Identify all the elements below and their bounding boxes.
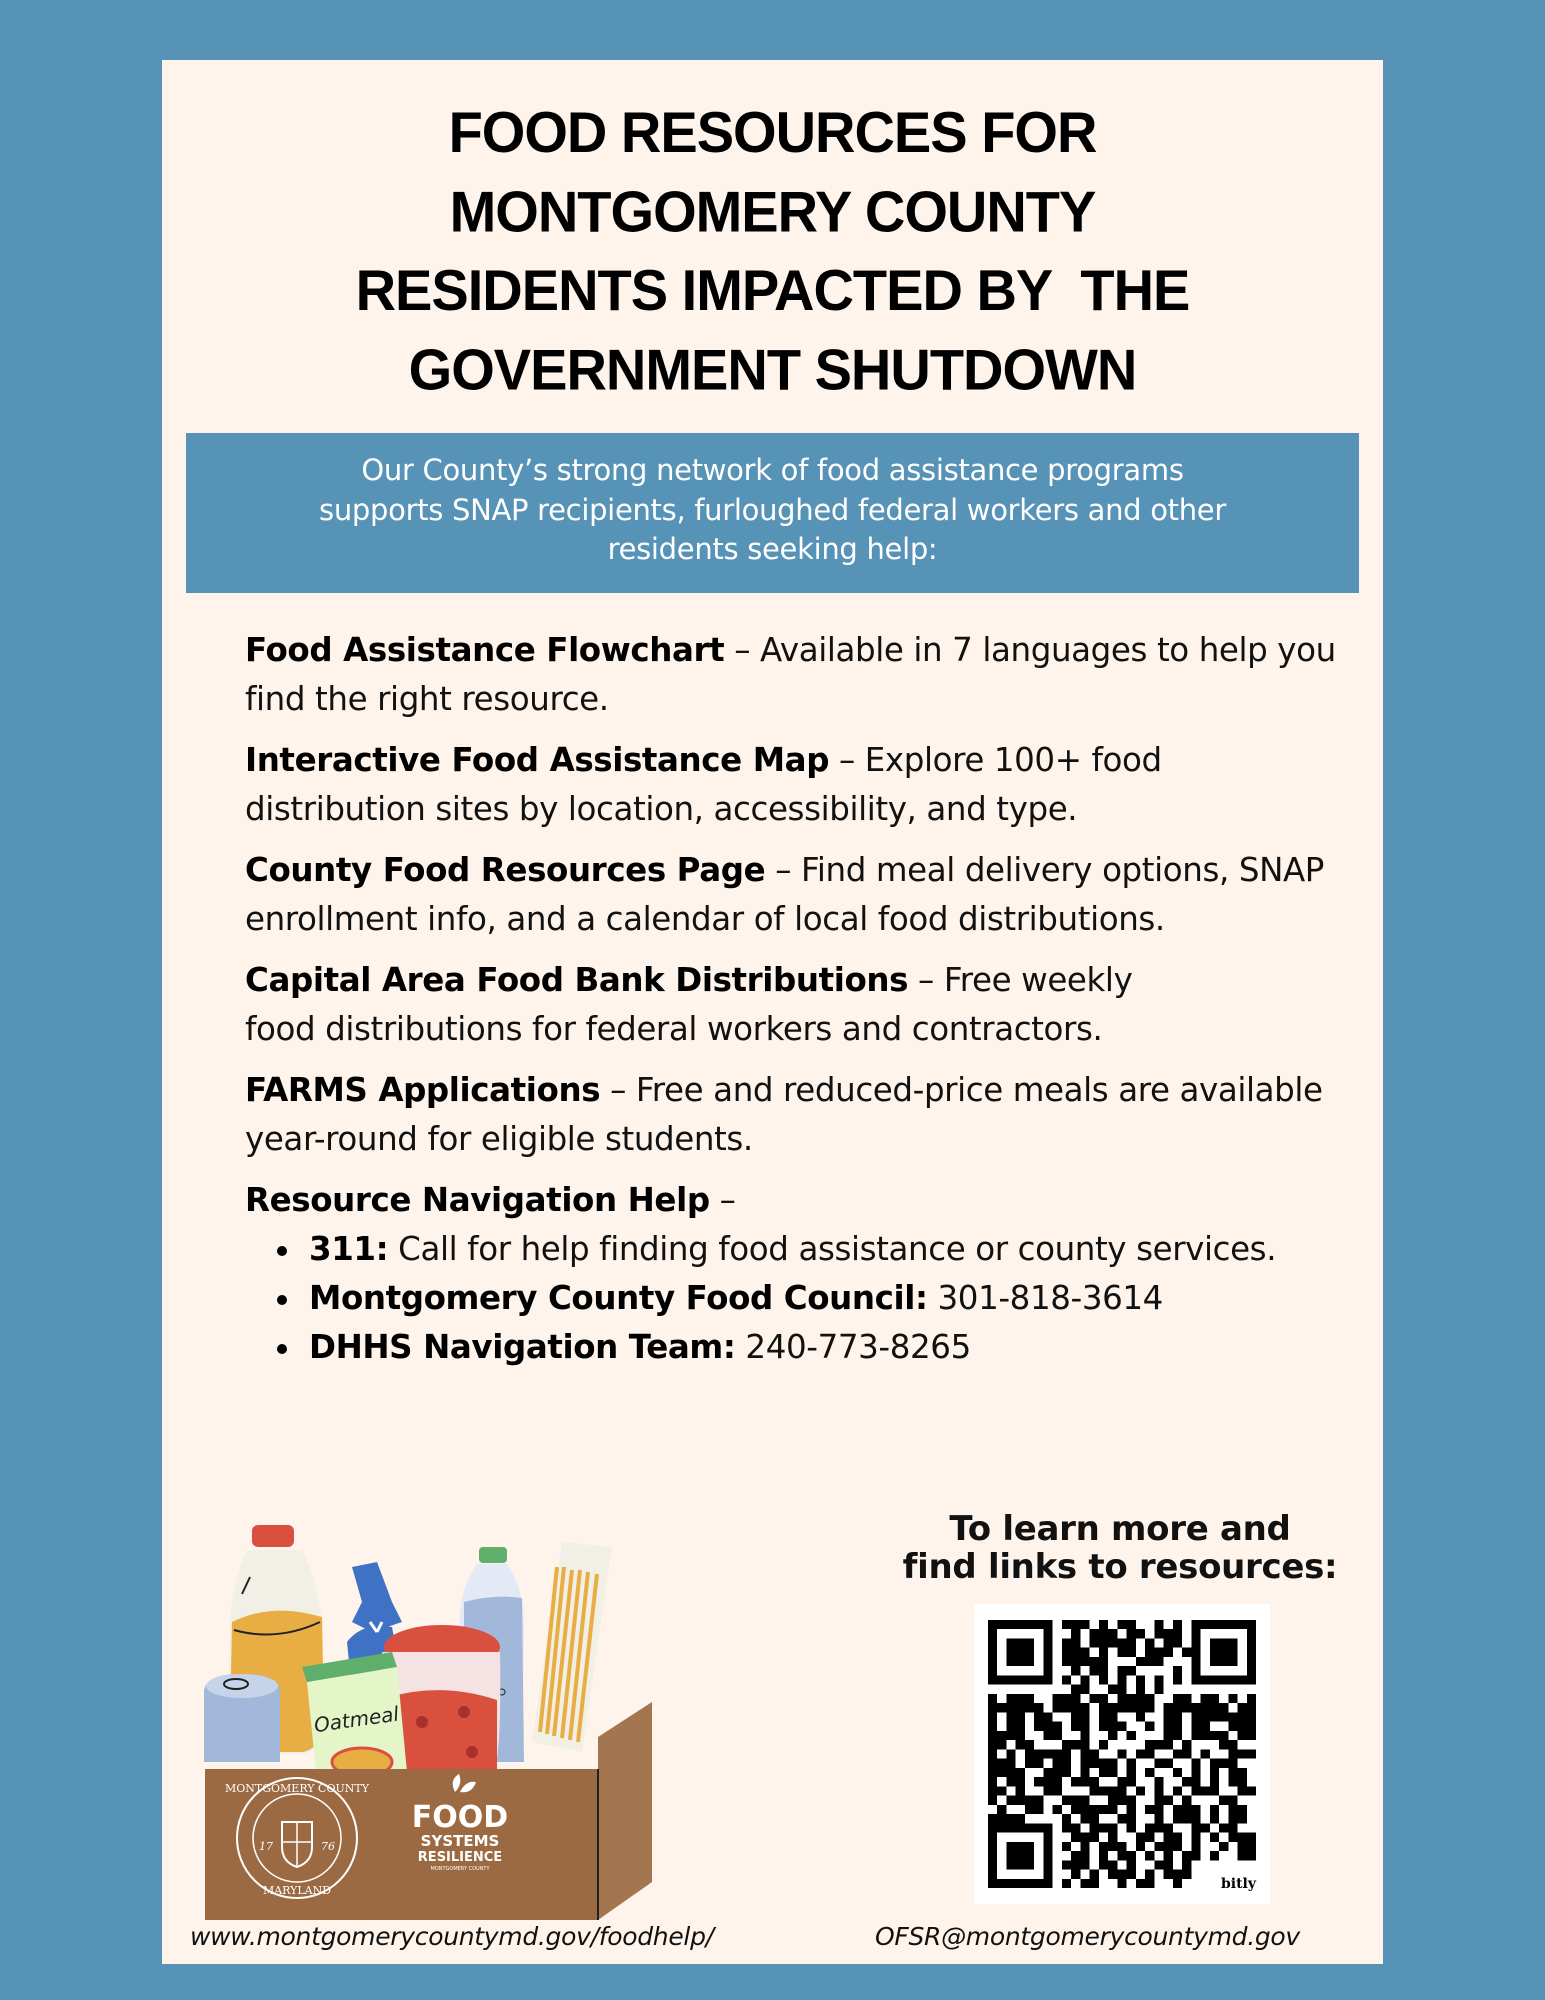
intro-line: Our County’s strong network of food assistance programs <box>361 453 1184 487</box>
resource-description: Find meal delivery options, SNAP enrollment info, and a calendar of local food distributions. <box>245 851 1325 938</box>
bitly-logo: bitly <box>1220 1876 1256 1892</box>
svg-text:17: 17 <box>259 1840 273 1853</box>
intro-line: residents seeking help: <box>607 532 938 566</box>
svg-text:Oatmeal: Oatmeal <box>312 1701 401 1738</box>
tin-can-icon <box>204 1674 280 1762</box>
navigation-heading: Resource Navigation Help <box>245 1181 710 1219</box>
contact-phone[interactable]: 301-818-3614 <box>927 1279 1163 1317</box>
title-line: FOOD RESOURCES FOR <box>448 100 1097 165</box>
resource-heading[interactable]: Interactive Food Assistance Map <box>245 741 830 779</box>
separator: – <box>600 1071 636 1109</box>
separator: – <box>724 631 760 669</box>
svg-text:RESILIENCE: RESILIENCE <box>417 1850 503 1865</box>
svg-text:76: 76 <box>321 1840 335 1853</box>
resource-item-flowchart <box>245 626 1345 724</box>
website-link[interactable]: www.montgomerycountymd.gov/foodhelp/ <box>190 1922 714 1951</box>
navigation-contacts <box>245 1225 1345 1372</box>
resource-item-map <box>245 736 1345 834</box>
svg-text:MARYLAND: MARYLAND <box>262 1884 332 1897</box>
food-box-illustration <box>202 1522 652 1926</box>
resource-list <box>245 626 1345 1372</box>
title-line: MONTGOMERY COUNTY <box>449 179 1096 244</box>
navigation-help <box>245 1176 1345 1372</box>
resource-item-county-page <box>245 846 1345 944</box>
email-link[interactable]: OFSR@montgomerycountymd.gov <box>875 1922 1300 1951</box>
oatmeal-box-icon <box>302 1652 407 1782</box>
separator: – <box>829 741 865 779</box>
resource-description: Free and reduced-price meals are available year-round for eligible students. <box>245 1071 1323 1158</box>
learn-more-line: To learn more and <box>949 1509 1291 1549</box>
svg-text:MONTGOMERY COUNTY: MONTGOMERY COUNTY <box>225 1782 369 1795</box>
resource-item-cafb <box>245 956 1345 1054</box>
separator: – <box>765 851 801 889</box>
resource-description: Explore 100+ food distribution sites by location, accessibility, and type. <box>245 741 1162 828</box>
spaghetti-icon <box>532 1542 612 1752</box>
separator: – <box>709 1181 736 1219</box>
qr-code[interactable] <box>974 1604 1270 1904</box>
title-line: GOVERNMENT SHUTDOWN <box>408 337 1137 402</box>
resource-heading[interactable]: Capital Area Food Bank Distributions <box>245 961 909 999</box>
resource-heading[interactable]: Food Assistance Flowchart <box>245 631 725 669</box>
contact-label: Montgomery County Food Council: <box>309 1279 928 1317</box>
svg-text:FOOD: FOOD <box>411 1800 509 1835</box>
flyer-card <box>162 60 1383 1964</box>
resource-description: Available in 7 languages to help you find the right resource. <box>245 631 1336 718</box>
contact-dhhs <box>272 1323 1345 1372</box>
intro-line: supports SNAP recipients, furloughed federal workers and other <box>319 492 1226 527</box>
resource-description: Free weekly food distributions for federal workers and contractors. <box>245 961 1133 1048</box>
separator: – <box>908 961 944 999</box>
contact-label: 311: <box>309 1230 389 1268</box>
intro-banner <box>186 433 1359 593</box>
contact-food-council <box>272 1274 1345 1323</box>
svg-text:MONTGOMERY COUNTY: MONTGOMERY COUNTY <box>430 1866 490 1872</box>
title-line: RESIDENTS IMPACTED BY THE <box>355 258 1190 323</box>
contact-label: DHHS Navigation Team: <box>309 1328 736 1366</box>
resource-item-farms <box>245 1066 1345 1164</box>
learn-more-heading <box>882 1510 1358 1586</box>
resource-heading[interactable]: FARMS Applications <box>245 1071 601 1109</box>
page-title <box>162 93 1383 409</box>
learn-more-line: find links to resources: <box>902 1547 1338 1587</box>
resource-heading[interactable]: County Food Resources Page <box>245 851 766 889</box>
contact-311 <box>272 1225 1345 1274</box>
svg-text:SYSTEMS: SYSTEMS <box>420 1832 500 1850</box>
contact-phone[interactable]: 240-773-8265 <box>735 1328 971 1366</box>
contact-value[interactable]: Call for help finding food assistance or county services. <box>388 1230 1277 1268</box>
qr-code-icon <box>988 1618 1256 1890</box>
